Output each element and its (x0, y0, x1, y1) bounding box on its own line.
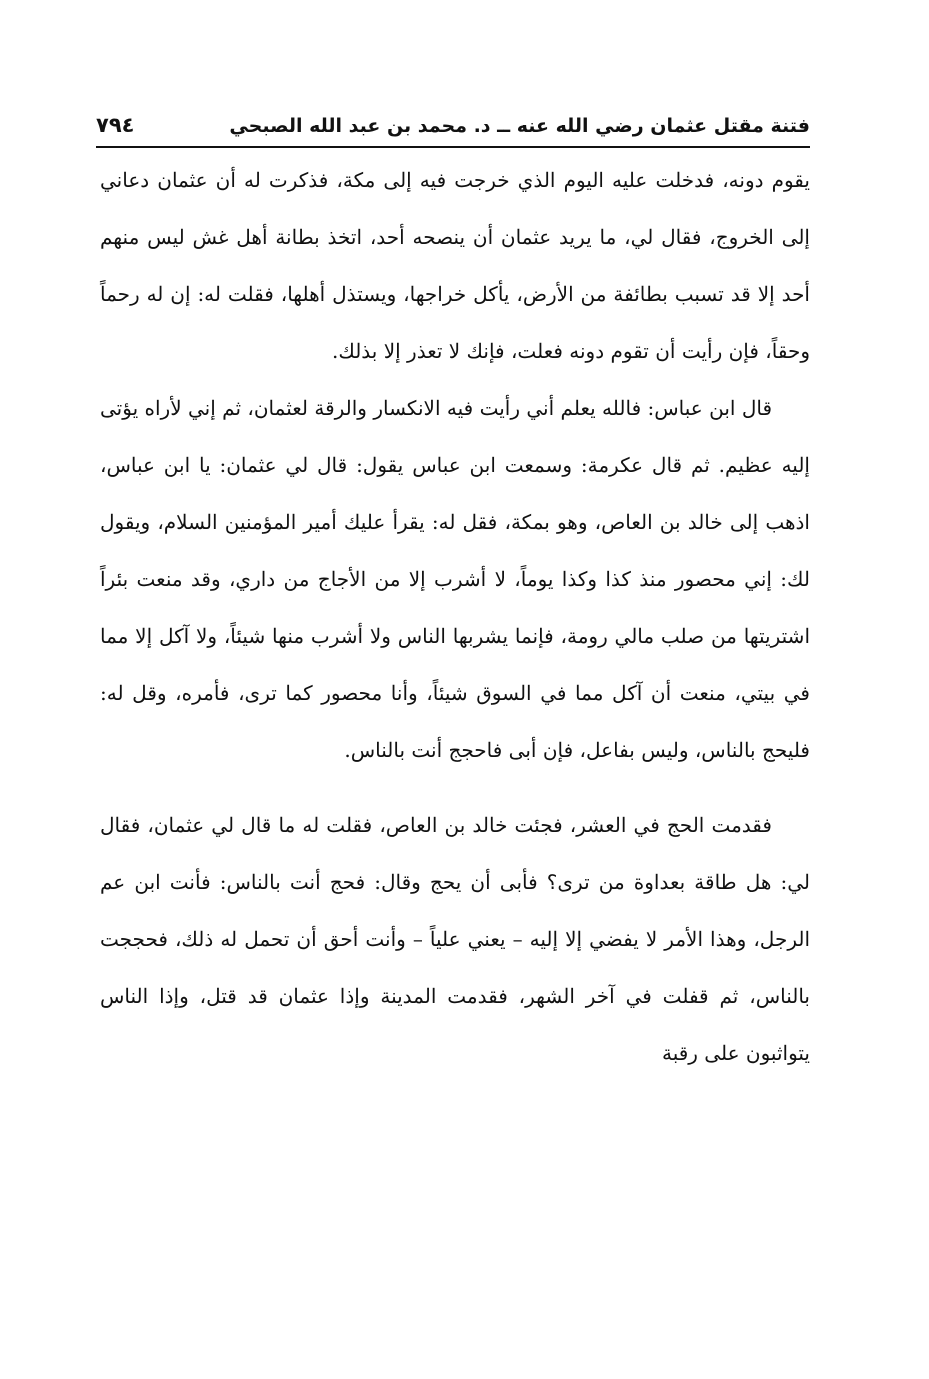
page-number: ٧٩٤ (96, 113, 135, 137)
page-header (96, 100, 810, 144)
header-rule (96, 146, 810, 148)
paragraph-ibn-abbas: قال ابن عباس: فالله يعلم أني رأيت فيه الانكسار والرقة لعثمان، ثم إني لأراه يؤتى إليه عظيم. ثم قال عكرمة: وسمعت ابن عباس يقول: قال لي عثمان: يا ابن عباس، اذهب إلى خالد بن العاص، وهو بمكة، فقل له: يقرأ عليك أمير المؤمنين السلام، ويقول لك: إني محصور منذ كذا وكذا يوماً، لا أشرب إلا من الأجاج من داري، وقد منعت بئراً اشتريتها من صلب مالي رومة، فإنما يشربها الناس ولا أشرب منها شيئاً، ولا آكل إلا مما في بيتي، منعت أن آكل مما في السوق شيئاً، وأنا محصور كما ترى، فأمره، وقل له: فليحج بالناس، وليس بفاعل، فإن أبى فاحجج أنت بالناس. (100, 396, 810, 762)
paragraph-continuation: يقوم دونه، فدخلت عليه اليوم الذي خرجت فيه إلى مكة، فذكرت له أن عثمان دعاني إلى الخروج، فقال لي، ما يريد عثمان أن ينصحه أحد، اتخذ بطانة أهل غش ليس منهم أحد إلا قد تسبب بطائفة من الأرض، يأكل خراجها، ويستذل أهلها، فقلت له: إن له رحماً وحقاً، فإن رأيت أن تقوم دونه فعلت، فإنك لا تعذر إلا بذلك. (100, 168, 810, 363)
running-title: فتنة مقتل عثمان رضي الله عنه ــ د. محمد بن عبد الله الصبحي (229, 115, 810, 137)
paragraph-hajj: فقدمت الحج في العشر، فجئت خالد بن العاص، فقلت له ما قال لي عثمان، فقال لي: هل طاقة بعداوة من ترى؟ فأبى أن يحج وقال: فحج أنت بالناس: فأنت ابن عم الرجل، وهذا الأمر لا يفضي إلا إليه – يعني علياً – وأنت أحق أن تحمل له ذلك، فحججت بالناس، ثم قفلت في آخر الشهر، فقدمت المدينة وإذا عثمان قد قتل، وإذا الناس يتواثبون على رقبة (100, 813, 810, 1065)
page-body (100, 152, 810, 1082)
